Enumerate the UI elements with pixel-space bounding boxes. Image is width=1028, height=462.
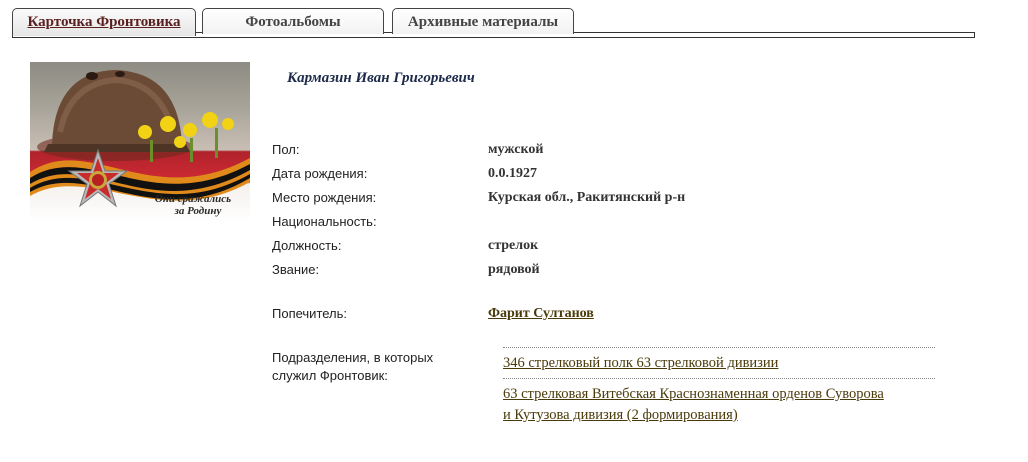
field-value: мужской: [488, 142, 544, 157]
field-value: стрелок: [488, 238, 539, 253]
person-name: Кармазин Иван Григорьевич: [287, 70, 475, 86]
field-value: [488, 305, 948, 323]
field-value: Курская обл., Ракитянский р-н: [488, 190, 686, 205]
field-label: Место рождения:: [272, 190, 377, 205]
units-label-line: Подразделения, в которых: [272, 350, 434, 365]
unit-link-text: 346 стрелковый полк 63 стрелковой дивизии: [503, 355, 779, 371]
unit-link-text: 63 стрелковая Витебская Краснознаменная орденов Суворова: [503, 386, 884, 402]
unit-link[interactable]: [503, 386, 884, 423]
unit-link[interactable]: [503, 355, 778, 371]
field-label: Пол:: [272, 142, 300, 157]
field-label: Звание:: [272, 262, 320, 277]
tab-label: Архивные материалы: [407, 14, 559, 30]
field-label: Национальность:: [272, 214, 377, 229]
photo-caption: Они сражались: [154, 193, 232, 205]
field-label: Дата рождения:: [272, 166, 368, 181]
field-label: [272, 349, 472, 385]
tab-bar: [12, 8, 976, 40]
field-value: 0.0.1927: [488, 166, 537, 181]
units-list: [503, 347, 935, 430]
field-value: рядовой: [488, 262, 540, 277]
guardian-link[interactable]: Фарит Султанов: [488, 306, 594, 321]
photo-caption: за Родину: [174, 205, 222, 217]
units-label-line: служил Фронтовик:: [272, 368, 388, 383]
list-item: [503, 347, 935, 378]
list-item: [503, 378, 935, 430]
tab-archive-materials[interactable]: [392, 8, 574, 34]
profile-photo: [30, 62, 250, 222]
tab-photo-albums[interactable]: [202, 8, 384, 34]
tab-frontovik-card[interactable]: [12, 8, 196, 36]
tab-label: Фотоальбомы: [245, 14, 341, 30]
tab-label: Карточка Фронтовика: [27, 14, 181, 30]
field-label: Должность:: [272, 238, 342, 253]
unit-link-text: и Кутузова дивизия (2 формирования): [503, 407, 738, 423]
field-label: Попечитель:: [272, 306, 348, 321]
